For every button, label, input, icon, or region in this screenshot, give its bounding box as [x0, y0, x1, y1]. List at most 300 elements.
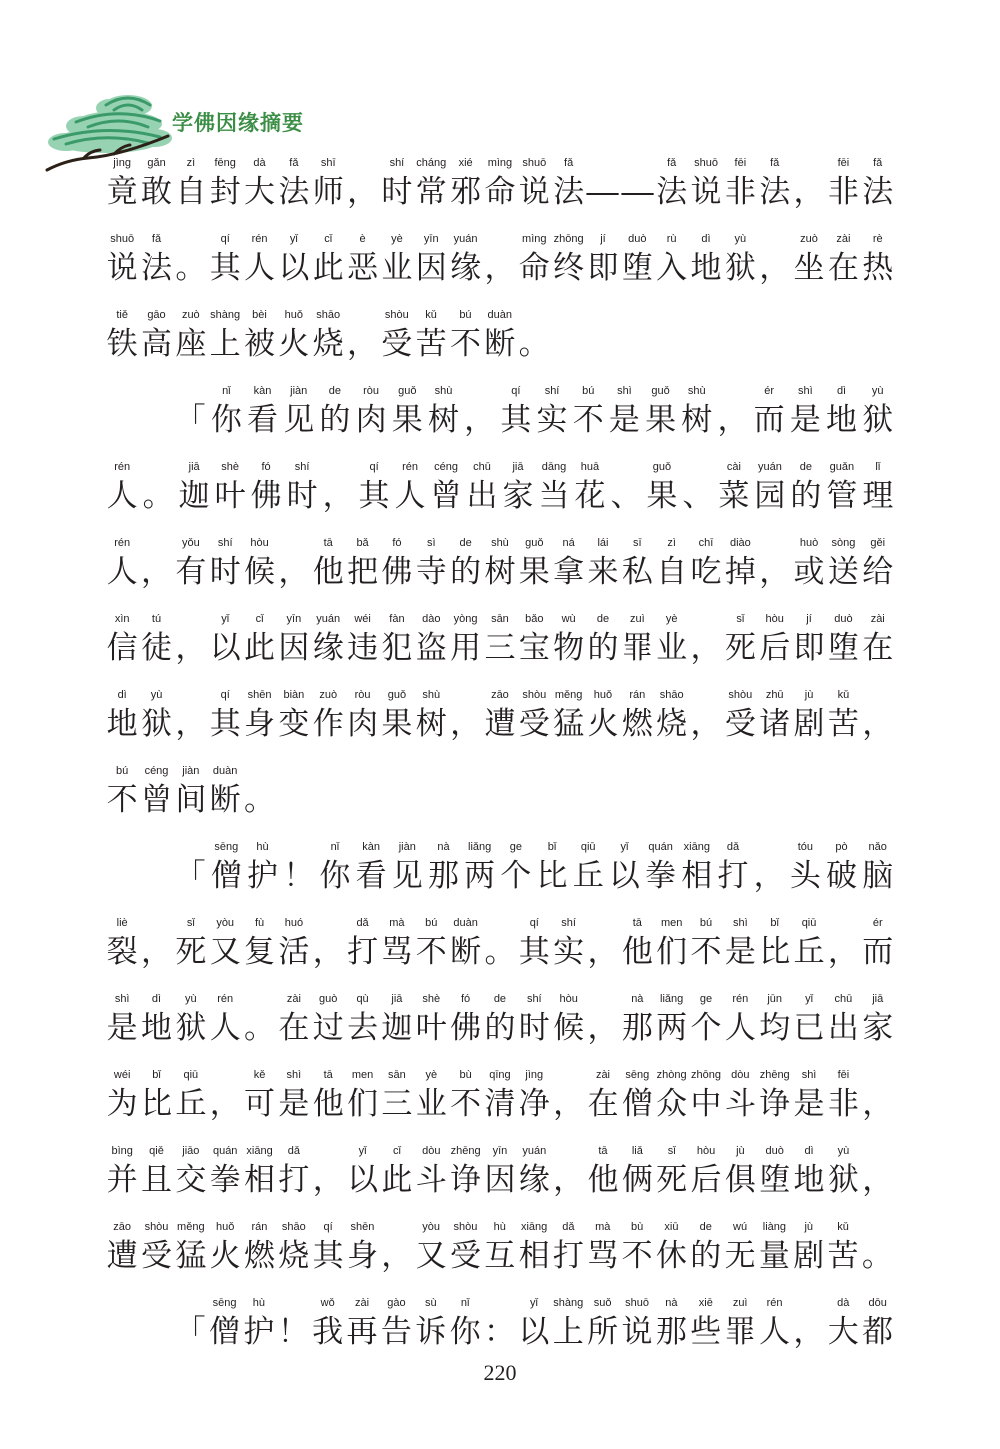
char-cell: [414, 608, 448, 684]
char-cell: [586, 532, 620, 608]
pinyin: yè: [425, 1069, 438, 1081]
char-cell: [680, 380, 714, 456]
hanzi: 因: [484, 1162, 516, 1198]
pinyin: dǎ: [287, 1145, 300, 1157]
char-cell: [620, 912, 654, 988]
pinyin: rén: [766, 1297, 783, 1309]
pinyin: shuō: [522, 157, 547, 169]
char-cell: [551, 1140, 585, 1216]
char-cell: [174, 684, 208, 760]
char-cell: [517, 684, 551, 760]
hanzi: 你: [319, 858, 351, 894]
hanzi: 业: [415, 1086, 447, 1122]
hanzi: 理: [862, 478, 894, 514]
char-cell: [655, 608, 689, 684]
pinyin: dì: [117, 689, 127, 701]
char-cell: [208, 228, 242, 304]
char-cell: [689, 988, 723, 1064]
char-cell: [379, 1292, 413, 1368]
pinyin: guò: [319, 993, 338, 1005]
pinyin: liàng: [762, 1221, 787, 1233]
char-cell: [242, 304, 276, 380]
pinyin: wù: [561, 613, 576, 625]
hanzi: 护: [247, 858, 279, 894]
hanzi: 树: [484, 554, 516, 590]
pinyin: ròu: [354, 689, 371, 701]
pinyin: hù: [252, 1297, 266, 1309]
hanzi: 看: [247, 402, 279, 438]
char-cell: [173, 836, 207, 912]
char-cell: [792, 988, 826, 1064]
hanzi: 盗: [415, 630, 447, 666]
char-cell: [551, 684, 585, 760]
char-cell: [586, 912, 620, 988]
char-cell: [537, 456, 571, 532]
char-cell: [414, 684, 448, 760]
char-cell: [826, 912, 860, 988]
pinyin: sēng: [212, 1297, 237, 1309]
hanzi: 其: [209, 250, 241, 286]
hanzi: 来: [587, 554, 619, 590]
char-cell: [208, 1216, 242, 1292]
char-cell: [105, 152, 139, 228]
char-cell: [242, 532, 276, 608]
hanzi: 「: [174, 1314, 206, 1350]
hanzi: 遭: [106, 1238, 138, 1274]
hanzi: ，: [209, 1086, 241, 1122]
char-cell: [105, 988, 139, 1064]
char-cell: [826, 988, 860, 1064]
pinyin: sān: [491, 613, 509, 625]
hanzi: 他: [312, 554, 344, 590]
pinyin: yòu: [422, 1221, 440, 1233]
char-cell: [463, 380, 497, 456]
hanzi: ，: [450, 706, 482, 742]
pinyin: shí: [544, 385, 560, 397]
hanzi: 不: [106, 782, 138, 818]
hanzi: 们: [656, 934, 688, 970]
hanzi: 死: [724, 630, 756, 666]
pinyin: qí: [220, 233, 230, 245]
char-cell: [105, 1216, 139, 1292]
char-cell: [139, 304, 173, 380]
char-cell: [380, 1140, 414, 1216]
char-cell: [380, 912, 414, 988]
hanzi: 「: [174, 402, 206, 438]
pinyin: bìng: [111, 1145, 133, 1157]
pinyin: cǐ: [324, 233, 333, 245]
pinyin: zuò: [319, 689, 338, 701]
hanzi: 即: [793, 630, 825, 666]
hanzi: ！: [277, 1314, 309, 1350]
char-cell: [380, 1064, 414, 1140]
pinyin: biàn: [283, 689, 305, 701]
char-cell: [105, 456, 139, 532]
pinyin: jìng: [113, 157, 132, 169]
hanzi: ，: [484, 250, 516, 286]
char-cell: [752, 380, 786, 456]
pinyin: rén: [114, 537, 131, 549]
hanzi: ，: [141, 554, 172, 590]
char-cell: [571, 380, 605, 456]
hanzi: 燃: [243, 1238, 275, 1274]
pinyin: dì: [836, 385, 847, 397]
pinyin: rén: [217, 993, 234, 1005]
pinyin: duò: [765, 1145, 784, 1157]
pinyin: hòu: [696, 1145, 716, 1157]
pinyin: nǎo: [868, 841, 887, 853]
hanzi: 家: [862, 1010, 894, 1046]
char-cell: [139, 228, 173, 304]
pinyin: guǒ: [652, 461, 672, 473]
hanzi: 过: [312, 1010, 344, 1046]
pinyin: yǐ: [358, 1145, 367, 1157]
hanzi: 因: [278, 630, 310, 666]
char-cell: [689, 912, 723, 988]
char-cell: [245, 836, 279, 912]
pinyin: liǎ: [631, 1145, 643, 1157]
hanzi: 诤: [759, 1086, 791, 1122]
hanzi: 拿: [553, 554, 585, 590]
pinyin: bǎo: [525, 613, 544, 625]
char-cell: [654, 1292, 688, 1368]
hanzi: 受: [724, 706, 756, 742]
hanzi: 大: [827, 1314, 859, 1350]
pinyin: rén: [402, 461, 418, 473]
hanzi: 的: [450, 554, 482, 590]
hanzi: 花: [574, 478, 606, 514]
text-line: [105, 152, 895, 228]
hanzi: 比: [759, 934, 791, 970]
char-cell: [826, 684, 860, 760]
char-cell: [311, 1064, 345, 1140]
char-cell: [645, 456, 679, 532]
hanzi: —: [585, 174, 621, 210]
char-cell: [139, 1064, 173, 1140]
char-cell: [105, 532, 139, 608]
pinyin: shēn: [247, 689, 272, 701]
hanzi: 的: [690, 1238, 722, 1274]
hanzi: 铁: [106, 326, 138, 362]
char-cell: [723, 1292, 757, 1368]
hanzi: 而: [862, 934, 894, 970]
pinyin: sēng: [625, 1069, 650, 1081]
hanzi: 被: [243, 326, 275, 362]
hanzi: 师: [312, 174, 344, 210]
pinyin: shāo: [659, 689, 684, 701]
hanzi: 把: [347, 554, 379, 590]
pinyin: jūn: [767, 993, 783, 1005]
hanzi: 地: [141, 1010, 172, 1046]
pinyin: yè: [391, 233, 403, 245]
hanzi: 狱: [724, 250, 756, 286]
char-cell: [311, 912, 345, 988]
hanzi: ，: [553, 1162, 585, 1198]
hanzi: 。: [243, 782, 275, 818]
char-cell: [689, 1216, 723, 1292]
hanzi: 剧: [793, 1238, 825, 1274]
hanzi: 曾: [140, 782, 172, 818]
char-cell: [177, 456, 211, 532]
char-cell: [789, 456, 823, 532]
pinyin: shù: [687, 385, 706, 397]
pinyin: chī: [698, 537, 714, 549]
char-cell: [380, 608, 414, 684]
pinyin: qiě: [149, 1145, 164, 1157]
hanzi: 你: [210, 402, 242, 438]
char-cell: [620, 1064, 654, 1140]
hanzi: 用: [450, 630, 482, 666]
pinyin: bù: [459, 1069, 472, 1081]
char-cell: [826, 1064, 860, 1140]
hanzi: 火: [587, 706, 619, 742]
hanzi: ，: [862, 1086, 894, 1122]
hanzi: 骂: [587, 1238, 619, 1274]
hanzi: 些: [690, 1314, 722, 1350]
hanzi: 那: [655, 1314, 687, 1350]
char-cell: [345, 1064, 379, 1140]
hanzi: 信: [106, 630, 138, 666]
hanzi: 果: [645, 402, 677, 438]
pinyin: de: [493, 993, 507, 1005]
hanzi: 是: [724, 934, 756, 970]
pinyin: dǎ: [726, 841, 740, 853]
hanzi: 法: [656, 174, 688, 210]
pinyin: liǎng: [660, 993, 684, 1005]
text-line: [105, 760, 895, 836]
hanzi: 其: [209, 706, 241, 742]
pinyin: tā: [323, 1069, 333, 1081]
pinyin: yuán: [757, 461, 782, 473]
pinyin: sòng: [831, 537, 856, 549]
pinyin: dòu: [731, 1069, 750, 1081]
char-cell: [757, 1292, 791, 1368]
pinyin: shāo: [316, 309, 341, 321]
pinyin: sǐ: [186, 917, 195, 929]
pinyin: duàn: [487, 309, 513, 321]
pinyin: shì: [798, 385, 813, 397]
char-cell: [141, 456, 175, 532]
char-cell: [174, 228, 208, 304]
char-cell: [345, 1140, 379, 1216]
hanzi: 当: [538, 478, 570, 514]
hanzi: 出: [827, 1010, 859, 1046]
pinyin: mìng: [522, 233, 547, 245]
pinyin: jiā: [188, 461, 200, 473]
pinyin: de: [799, 461, 812, 473]
char-cell: [861, 988, 895, 1064]
char-cell: [483, 608, 517, 684]
char-cell: [792, 912, 826, 988]
hanzi: 火: [209, 1238, 241, 1274]
char-cell: [723, 1064, 757, 1140]
char-cell: [390, 380, 424, 456]
pinyin: chū: [473, 461, 491, 473]
char-cell: [752, 836, 786, 912]
pinyin: tā: [323, 537, 333, 549]
text-line: [105, 836, 895, 912]
pinyin: dào: [422, 613, 441, 625]
char-cell: [311, 684, 345, 760]
char-cell: [414, 532, 448, 608]
hanzi: 打: [552, 1238, 584, 1274]
pinyin: jiàn: [182, 765, 200, 777]
hanzi: 破: [826, 858, 858, 894]
char-cell: [448, 1064, 482, 1140]
hanzi: 果: [391, 402, 423, 438]
pinyin: qí: [511, 385, 521, 397]
char-cell: [139, 988, 173, 1064]
pinyin: bǐ: [770, 917, 779, 929]
char-cell: [723, 988, 757, 1064]
pinyin: nà: [631, 993, 644, 1005]
pinyin: huǒ: [215, 1221, 235, 1233]
hanzi: 个: [690, 1010, 722, 1046]
char-cell: [448, 1140, 482, 1216]
hanzi: 竟: [106, 174, 138, 210]
hanzi: 猛: [553, 706, 585, 742]
pinyin: shòu: [522, 689, 547, 701]
hanzi: 堕: [759, 1162, 791, 1198]
char-cell: [689, 1292, 723, 1368]
char-cell: [758, 608, 792, 684]
hanzi: ，: [690, 706, 722, 742]
char-cell: [448, 304, 482, 380]
hanzi: 僧: [621, 1086, 653, 1122]
pinyin: shuō: [625, 1297, 649, 1309]
pinyin: qí: [369, 461, 379, 473]
pinyin: wéi: [354, 613, 371, 625]
pinyin: gào: [387, 1297, 406, 1309]
char-cell: [285, 456, 319, 532]
char-cell: [586, 1216, 620, 1292]
pinyin: shī: [320, 157, 336, 169]
char-cell: [311, 304, 345, 380]
pinyin: zhòng: [656, 1069, 687, 1081]
char-cell: [311, 1292, 345, 1368]
char-cell: [483, 1140, 517, 1216]
char-cell: [689, 228, 723, 304]
char-cell: [861, 608, 895, 684]
char-cell: [826, 1140, 860, 1216]
hanzi: ，: [347, 174, 379, 210]
char-cell: [414, 1216, 448, 1292]
char-cell: [620, 1216, 654, 1292]
pinyin: qí: [323, 1221, 333, 1233]
hanzi: 中: [690, 1086, 722, 1122]
char-cell: [174, 760, 208, 836]
char-cell: [208, 152, 242, 228]
char-cell: [174, 1140, 208, 1216]
hanzi: 。: [142, 478, 174, 514]
hanzi: 僧: [210, 858, 242, 894]
char-cell: [448, 152, 482, 228]
char-cell: [277, 152, 311, 228]
char-cell: [551, 988, 585, 1064]
char-cell: [758, 228, 792, 304]
pinyin: rán: [251, 1221, 268, 1233]
hanzi: 头: [789, 858, 821, 894]
char-cell: [655, 152, 689, 228]
pinyin: quán: [648, 841, 673, 853]
pinyin: de: [699, 1221, 712, 1233]
pinyin: shòu: [453, 1221, 478, 1233]
hanzi: 迦: [178, 478, 210, 514]
pinyin: zài: [355, 1297, 370, 1309]
hanzi: 又: [209, 934, 241, 970]
pinyin: shòu: [144, 1221, 169, 1233]
pinyin: shù: [422, 689, 441, 701]
hanzi: 有: [175, 554, 207, 590]
hanzi: 骂: [381, 934, 413, 970]
hanzi: 其: [358, 478, 390, 514]
pinyin: yīn: [423, 233, 439, 245]
pinyin: shuō: [110, 233, 135, 245]
hanzi: 曾: [430, 478, 462, 514]
char-cell: [792, 152, 826, 228]
char-cell: [586, 228, 620, 304]
char-cell: [655, 684, 689, 760]
char-cell: [277, 912, 311, 988]
hanzi: 休: [655, 1238, 687, 1274]
hanzi: 断: [450, 934, 482, 970]
hanzi: 。: [484, 934, 516, 970]
hanzi: 火: [278, 326, 310, 362]
char-cell: [242, 684, 276, 760]
hanzi: 业: [656, 630, 688, 666]
pinyin: fǎ: [873, 157, 883, 169]
pinyin: yè: [665, 613, 678, 625]
pinyin: liǎng: [468, 841, 492, 853]
pinyin: shì: [801, 1069, 817, 1081]
hanzi: 他: [587, 1162, 619, 1198]
char-cell: [482, 1292, 516, 1368]
char-cell: [105, 760, 139, 836]
hanzi: 受: [449, 1238, 481, 1274]
hanzi: 以: [518, 1314, 550, 1350]
hanzi: 因: [415, 250, 447, 286]
char-cell: [174, 304, 208, 380]
pinyin: bú: [425, 917, 438, 929]
char-cell: [277, 608, 311, 684]
char-cell: [826, 152, 860, 228]
body-text: [105, 152, 895, 1368]
char-cell: [242, 152, 276, 228]
text-line: [105, 988, 895, 1064]
hanzi: 时: [209, 554, 241, 590]
hanzi: 死: [656, 1162, 688, 1198]
char-cell: [414, 152, 448, 228]
char-cell: [655, 912, 689, 988]
pinyin: nà: [437, 841, 450, 853]
hanzi: 的: [319, 402, 351, 438]
char-cell: [426, 836, 460, 912]
char-cell: [414, 1064, 448, 1140]
hanzi: 叶: [415, 1010, 447, 1046]
char-cell: [276, 1292, 310, 1368]
char-cell: [174, 532, 208, 608]
pinyin: men: [660, 917, 683, 929]
pinyin: sù: [424, 1297, 437, 1309]
hanzi: 所: [587, 1314, 619, 1350]
hanzi: 们: [347, 1086, 379, 1122]
pinyin: bǐ: [152, 1069, 161, 1081]
hanzi: 是: [106, 1010, 138, 1046]
text-line: [105, 380, 895, 456]
hanzi: 非: [827, 1086, 859, 1122]
char-cell: [213, 456, 247, 532]
hanzi: 即: [587, 250, 619, 286]
